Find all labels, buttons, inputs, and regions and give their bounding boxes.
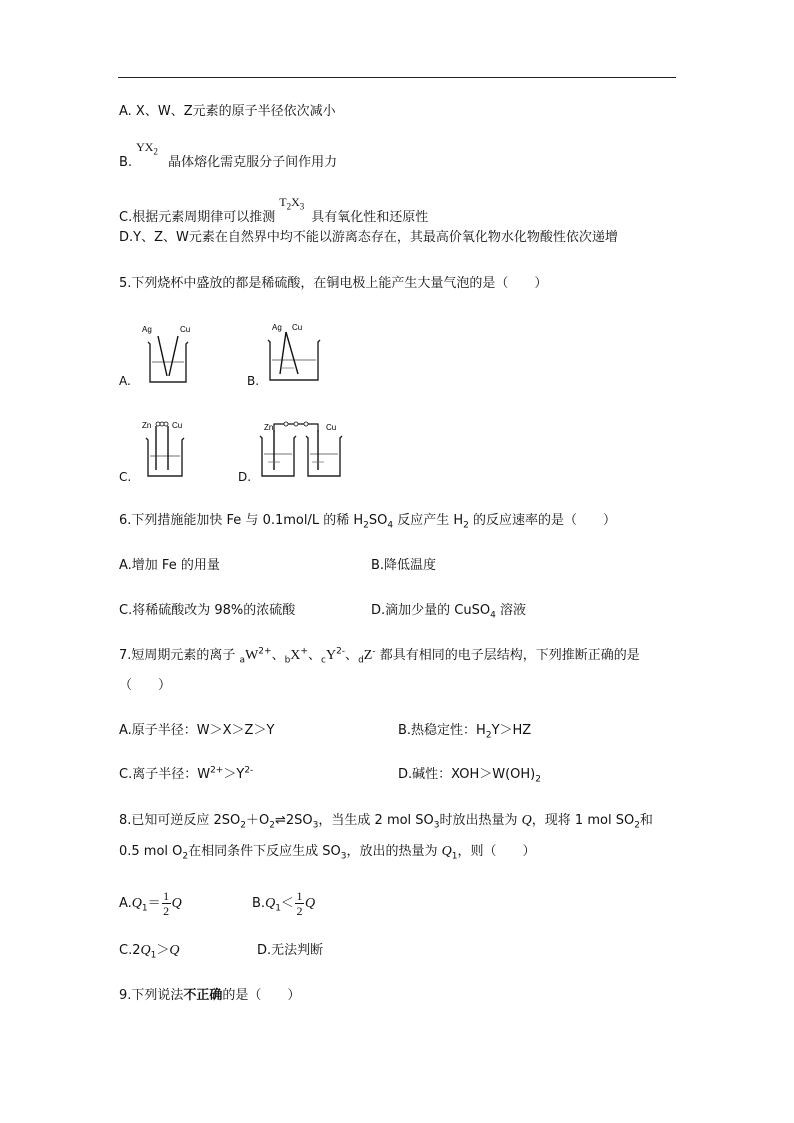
equilibrium-arrow-icon: ⇌ (275, 813, 286, 828)
q4-option-b: B. $YX_2$ 晶体熔化需克服分子间作用力 (119, 140, 338, 170)
fig-c-beaker (146, 438, 184, 476)
q6-option-a: A.增加 Fe 的用量 (119, 558, 220, 573)
q7-stem: 7.短周期元素的离子 $_aW^{2+}$、$_b$X+、$_cY^{2-}$、$_d$Z- 都具有相同的电子层结构，下列推断正确的是 (119, 646, 640, 666)
fig-a-cu-electrode (169, 336, 178, 376)
q6-option-d: D.滴加少量的 CuSO$_4$ 溶液 (371, 603, 526, 621)
q5-label-b: B. (247, 374, 260, 388)
fig-b-electrode-left-label: Ag (272, 323, 282, 332)
q4-option-c: C.根据元素周期律可以推测 $T_2X_3$ 具有氧化性和还原性 (119, 195, 429, 225)
q8-option-c: $C.2Q_1>Q$ (119, 943, 180, 961)
q9-stem: 9.下列说法不正确的是（ ） (119, 988, 301, 1003)
q5-figure-c (138, 414, 198, 484)
q6-stem: 6.下列措施能加快 Fe 与 0.1mol/L 的稀 $H_2SO_4$ 反应产生 $H_2$ 的反应速率的是（ ） (119, 513, 617, 531)
q6-option-c: C.将稀硫酸改为 98%的浓硫酸 (119, 603, 296, 618)
q8-option-d: D.无法判断 (257, 943, 324, 958)
q8-stem-line1: 8.已知可逆反应 $2SO_2+O_2\rightleftharpoons 2SO_3$，当生成 2 mol $SO_3$时放出热量为 Q，现将 1 mol $SO_2$和 (119, 813, 653, 831)
fig-a-ag-electrode (158, 336, 167, 376)
q4-option-d: D.Y、Z、W元素在自然界中均不能以游离态存在，其最高价氧化物水化物酸性依次递增 (119, 230, 618, 245)
fig-d-beaker-left (260, 436, 296, 476)
q5-figure-b (264, 318, 324, 388)
q5-figure-d (258, 416, 348, 484)
fig-a-electrode-left-label: Ag (142, 325, 152, 334)
fraction-one-half: $\frac{1}{2}$ (163, 889, 170, 918)
fraction-one-half: $\frac{1}{2}$ (296, 889, 303, 918)
q8-option-b: $B.Q_1<$ $\frac{1}{2}$ Q (252, 889, 316, 918)
q6-option-b: B.降低温度 (371, 558, 437, 573)
q4-option-a: A. X、W、Z元素的原子半径依次减小 (119, 104, 336, 119)
q7-option-b: B.热稳定性：$H_2Y>HZ$ (398, 723, 532, 741)
header-rule (118, 77, 676, 78)
fig-a-electrode-right-label: Cu (180, 325, 191, 334)
q5-label-c: C. (119, 470, 132, 484)
q7-option-c: C.离子半径：$W^{2+}>Y^{2-}$ (119, 765, 254, 782)
q5-label-a: A. (119, 374, 131, 388)
fig-c-electrode-left-label: Zn (142, 421, 152, 430)
q7-option-a: A.原子半径：W＞X＞Z＞Y (119, 723, 275, 738)
fig-d-beaker-right (306, 436, 342, 476)
q5-figure-a (138, 320, 198, 390)
q8-option-a: $A.Q_1=$ $\frac{1}{2}$ Q (119, 889, 182, 918)
fig-d-electrode-right-label: Cu (326, 423, 337, 432)
q8-stem-line2: 0.5 mol $O_2$在相同条件下反应生成 $SO_3$，放出的热量为 $Q_1$，则（ ） (119, 844, 536, 862)
fig-c-electrode-right-label: Cu (172, 421, 183, 430)
q5-label-d: D. (238, 470, 252, 484)
fig-d-electrode-left-label: Zn (264, 423, 274, 432)
q5-stem: 5.下列烧杯中盛放的都是稀硫酸，在铜电极上能产生大量气泡的是（ ） (119, 276, 548, 291)
fig-b-electrode-right-label: Cu (292, 323, 303, 332)
q7-option-d: D.碱性：$XOH>W(OH)_2$ (398, 767, 541, 785)
q7-stem-paren: （ ） (119, 678, 172, 693)
